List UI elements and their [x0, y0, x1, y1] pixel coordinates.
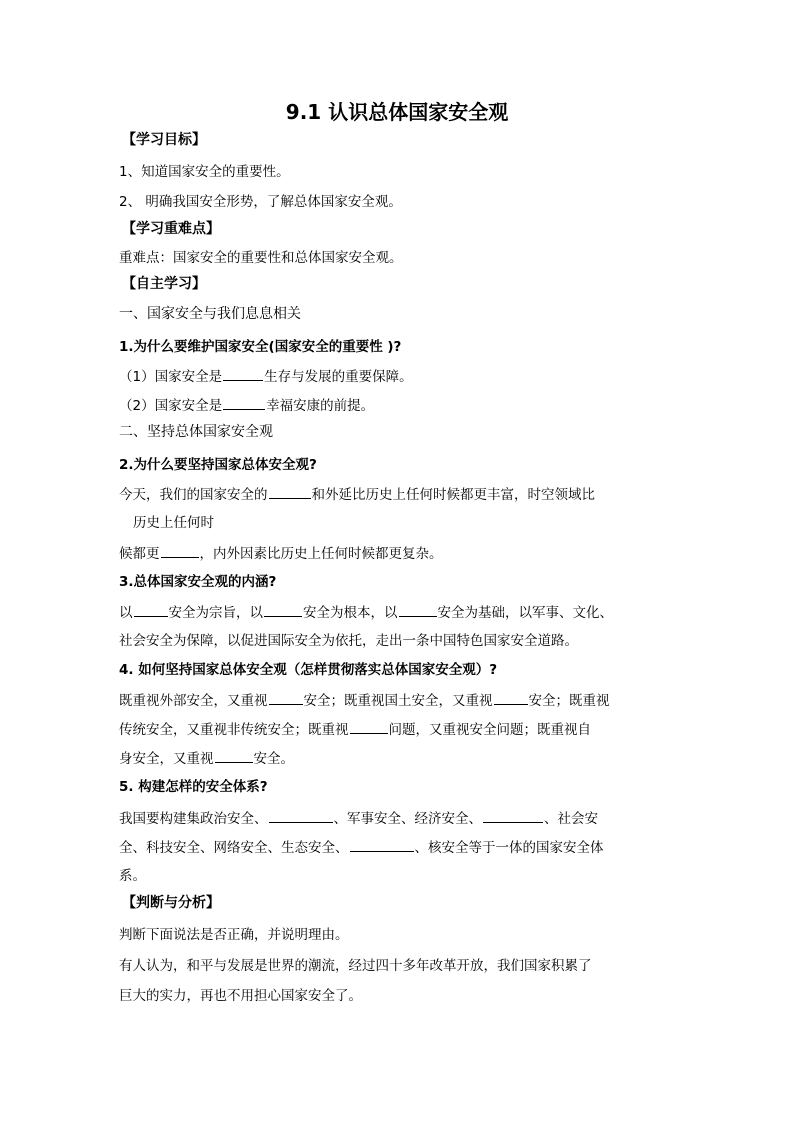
objective-1: 1、知道国家安全的重要性。 — [119, 164, 290, 180]
question-1-item-b — [119, 395, 374, 416]
q5-text: 我国要构建集政治安全、 — [119, 811, 268, 827]
q4-text: 既重视外部安全，又重视 — [119, 693, 268, 709]
question-2-line-3 — [119, 543, 443, 564]
part1-title: 一、国家安全与我们息息相关 — [119, 306, 301, 322]
analysis-statement-line-2: 巨大的实力，再也不用担心国家安全了。 — [119, 988, 362, 1004]
q4-text: 问题，又重视安全问题；既重视自 — [388, 722, 591, 738]
fill-blank — [134, 602, 168, 617]
q5-text: 、军事安全、经济安全、 — [333, 811, 482, 827]
fill-blank — [494, 690, 528, 705]
question-5-line-1 — [119, 808, 598, 829]
question-3-line-2: 社会安全为保障，以促进国际安全为依托，走出一条中国特色国家安全道路。 — [119, 633, 578, 649]
question-4-line-1 — [119, 690, 610, 711]
page-title: 9.1 认识总体国家安全观 — [285, 100, 509, 124]
self-study-heading: 【自主学习】 — [122, 276, 206, 292]
q2-text: 和外延比历史上任何时候都更丰富，时空领域比 — [311, 487, 595, 503]
part2-title: 二、坚持总体国家安全观 — [119, 424, 273, 440]
question-5-line-2 — [119, 837, 604, 858]
question-1-item-a — [119, 366, 413, 387]
fill-blank — [269, 808, 333, 823]
fill-blank — [269, 484, 311, 499]
q3-text: 安全为根本，以 — [303, 605, 398, 621]
q4-text: 传统安全，又重视非传统安全；既重视 — [119, 722, 349, 738]
q1a-prefix: （1）国家安全是 — [119, 369, 223, 385]
question-3-line-1 — [119, 602, 613, 623]
fill-blank — [215, 748, 253, 763]
q3-text: 以 — [119, 605, 133, 621]
q4-text: 安全。 — [253, 751, 294, 767]
q5-text: 、核安全等于一体的国家安全体 — [414, 840, 604, 856]
q4-text: 安全；既重视国土安全，又重视 — [303, 693, 493, 709]
key-points-heading: 【学习重难点】 — [122, 221, 220, 237]
question-2-line-1 — [119, 484, 595, 505]
objectives-heading: 【学习目标】 — [122, 132, 206, 148]
q2-text: ，内外因素比历史上任何时候都更复杂。 — [199, 546, 443, 562]
question-4: 4. 如何坚持国家总体安全观（怎样贯彻落实总体国家安全观）? — [119, 662, 498, 678]
q3-text: 安全为宗旨，以 — [168, 605, 263, 621]
q4-text: 安全；既重视 — [528, 693, 610, 709]
fill-blank — [223, 366, 263, 381]
analysis-heading: 【判断与分析】 — [122, 895, 220, 911]
fill-blank — [350, 719, 388, 734]
q5-text: 、社会安 — [544, 811, 598, 827]
question-5-line-3: 系。 — [119, 868, 146, 884]
analysis-statement-line-1: 有人认为，和平与发展是世界的潮流，经过四十多年改革开放，我们国家积累了 — [119, 958, 592, 974]
q1b-prefix: （2）国家安全是 — [119, 398, 223, 414]
question-2: 2.为什么要坚持国家总体安全观? — [119, 457, 317, 473]
key-points-text: 重难点：国家安全的重要性和总体国家安全观。 — [119, 250, 403, 266]
question-4-line-3 — [119, 748, 294, 769]
q5-text: 全、科技安全、网络安全、生态安全、 — [119, 840, 349, 856]
question-4-line-2 — [119, 719, 591, 740]
q2-text: 候都更 — [119, 546, 160, 562]
fill-blank — [399, 602, 437, 617]
fill-blank — [161, 543, 199, 558]
fill-blank — [350, 837, 414, 852]
question-2-line-2: 历史上任何时 — [133, 515, 214, 531]
fill-blank — [223, 395, 265, 410]
question-5: 5. 构建怎样的安全体系? — [119, 779, 268, 795]
q4-text: 身安全，又重视 — [119, 751, 214, 767]
fill-blank — [269, 690, 303, 705]
objective-2: 2、 明确我国安全形势，了解总体国家安全观。 — [119, 194, 402, 210]
question-1: 1.为什么要维护国家安全(国家安全的重要性 )? — [119, 339, 402, 355]
analysis-prompt: 判断下面说法是否正确，并说明理由。 — [119, 927, 349, 943]
q1b-suffix: 幸福安康的前提。 — [266, 398, 375, 414]
fill-blank — [483, 808, 543, 823]
q1a-suffix: 生存与发展的重要保障。 — [264, 369, 413, 385]
q2-text: 今天，我们的国家安全的 — [119, 487, 268, 503]
q3-text: 安全为基础，以军事、文化、 — [437, 605, 613, 621]
fill-blank — [264, 602, 302, 617]
question-3: 3.总体国家安全观的内涵? — [119, 574, 277, 590]
